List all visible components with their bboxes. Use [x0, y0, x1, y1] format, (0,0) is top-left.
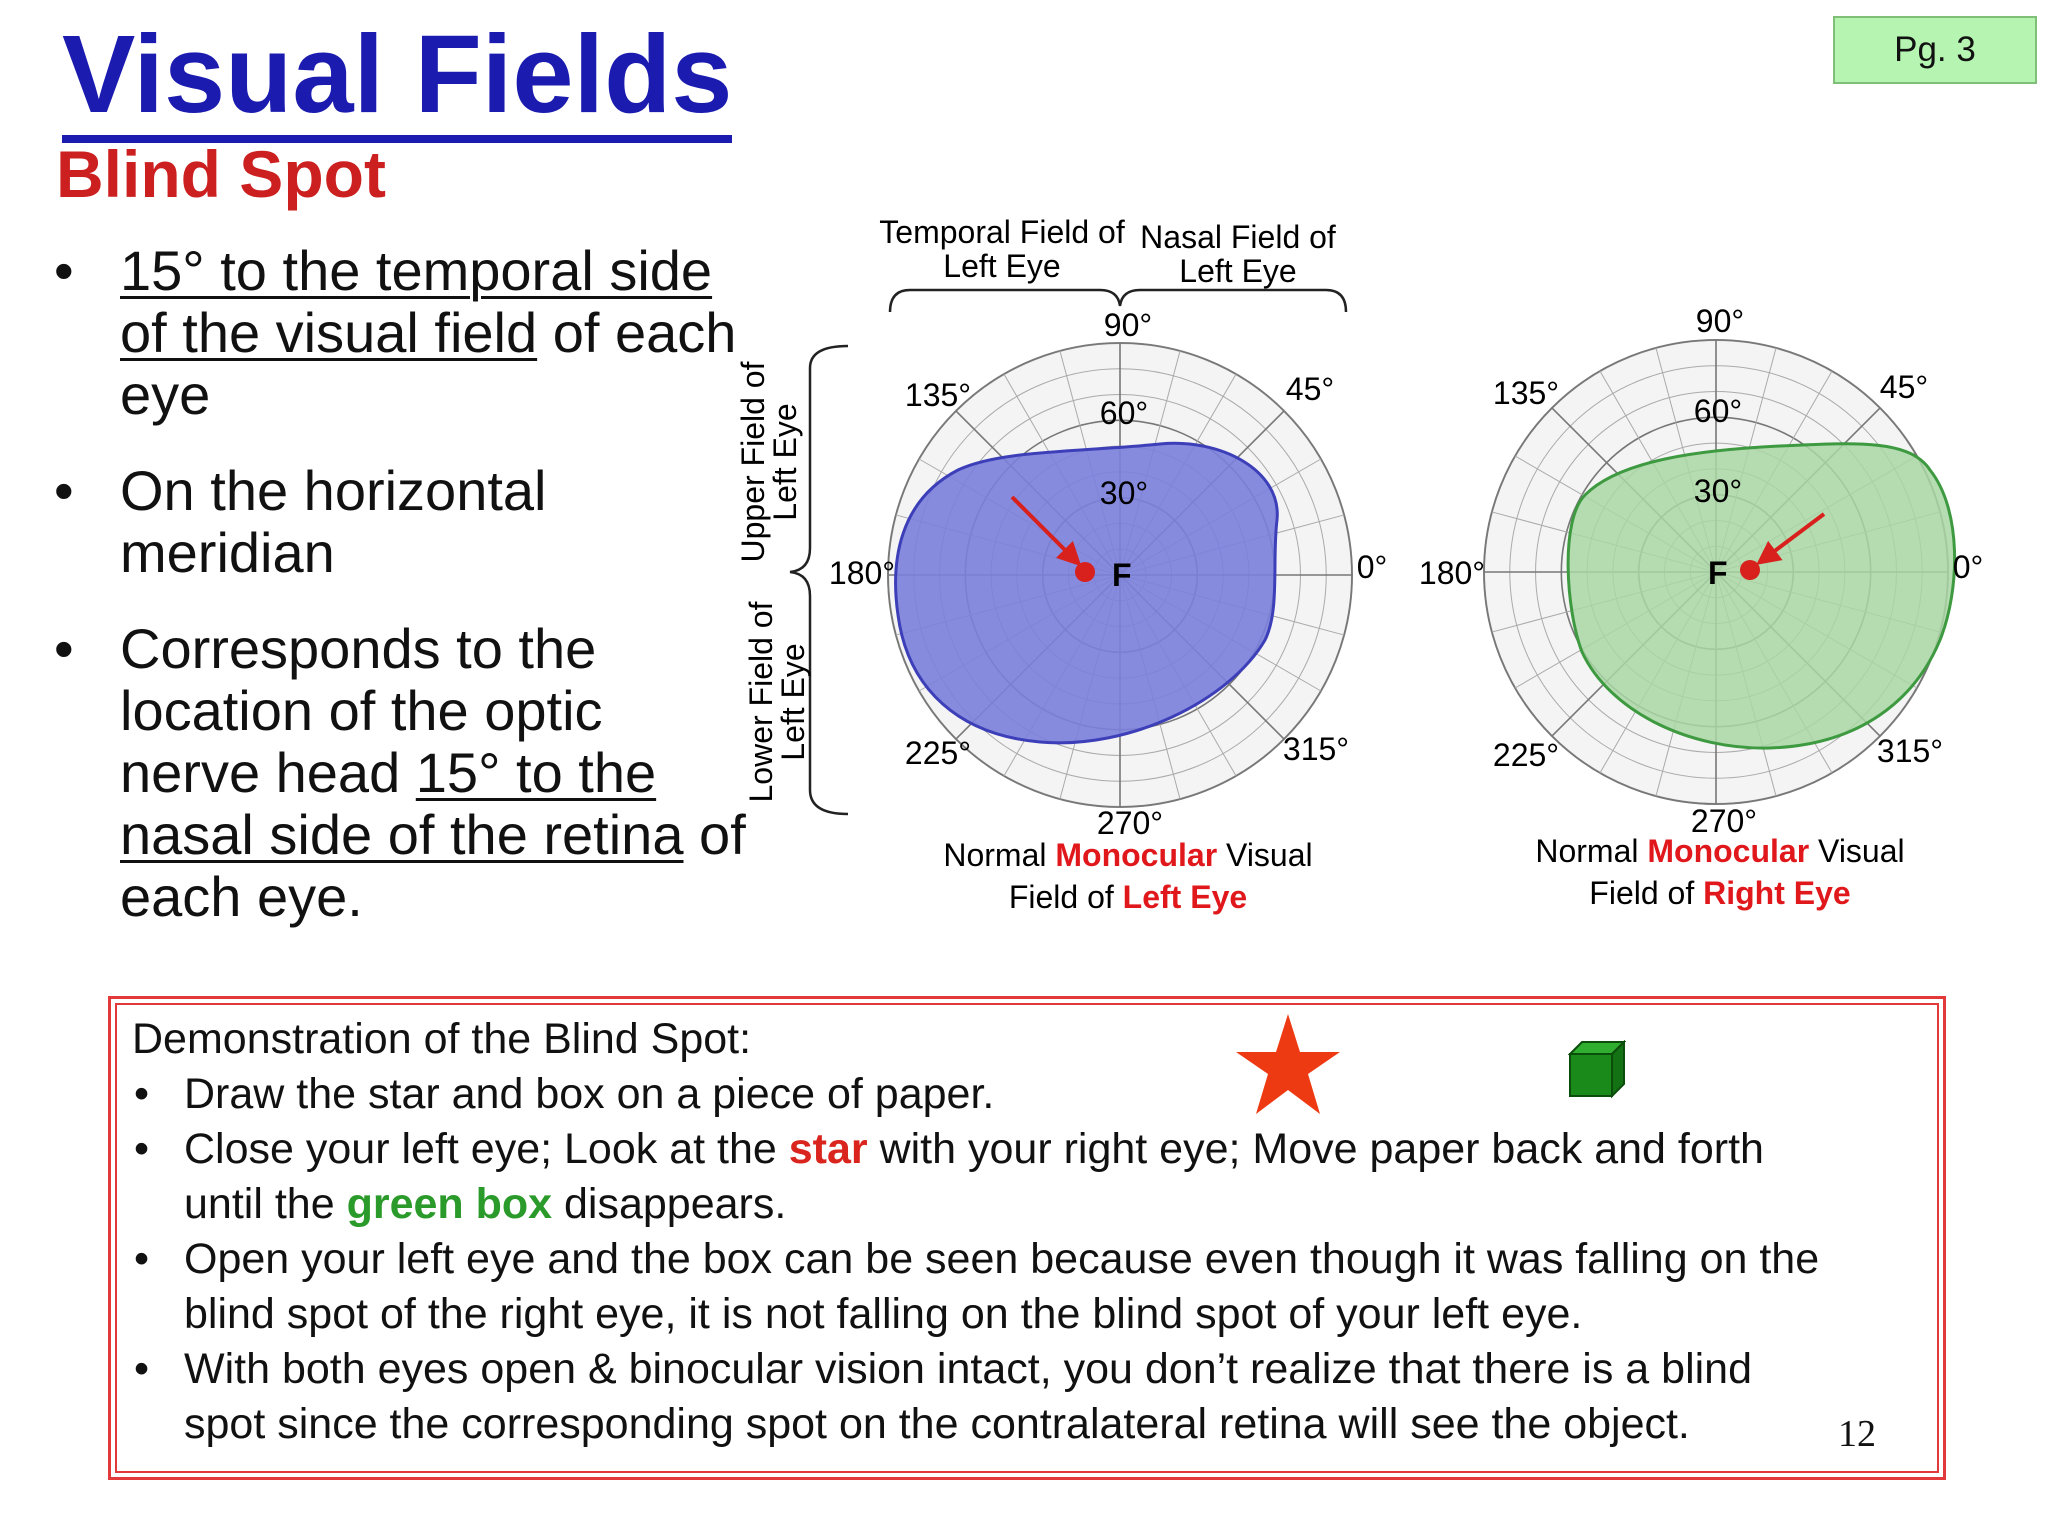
left-label-270: 270° [1096, 805, 1164, 841]
left-label-60: 60° [1099, 395, 1149, 431]
page-title: Visual Fields [62, 14, 732, 143]
right-label-90: 90° [1695, 303, 1745, 339]
right-fixation-label: F [1708, 555, 1728, 591]
demo-bullet-3-line-2: blind spot of the right eye, it is not falling on the blind spot of your left eye. [184, 1290, 1583, 1338]
right-blind-spot-dot [1740, 560, 1760, 580]
label-temporal-line-2: Left Eye [943, 248, 1061, 284]
left-label-45: 45° [1285, 371, 1335, 407]
bullet-1-text-b: eye [120, 363, 211, 426]
right-label-225: 225° [1492, 737, 1560, 773]
page-badge: Pg. 3 [1833, 16, 2037, 84]
demo-bullet-4-line-1: With both eyes open & binocular vision intact, you don’t realize that there is a blind [184, 1345, 1753, 1393]
right-label-0: 0° [1952, 549, 1984, 585]
right-label-315: 315° [1876, 733, 1944, 769]
green-box-icon [1568, 1040, 1628, 1100]
demo-keyword-green-box: green box [346, 1180, 553, 1228]
label-nasal-line-2: Left Eye [1179, 253, 1297, 289]
right-label-30: 30° [1693, 473, 1743, 509]
left-eye-chart [735, 214, 1387, 841]
left-caption-line-1: Normal Monocular Visual [943, 837, 1313, 873]
bullet-3-line-1: Corresponds to the [120, 617, 597, 680]
left-label-225: 225° [904, 735, 972, 771]
demo-bullet-2-text-a: Close your left eye; Look at the [184, 1125, 789, 1173]
bullet-1-underline-a: 15° to the temporal side [120, 239, 713, 302]
bullet-dot: • [54, 239, 74, 302]
label-upper-line-1: Upper Field of [735, 361, 771, 563]
right-caption-line-1: Normal Monocular Visual [1535, 833, 1905, 869]
demo-bullet-2 [132, 1122, 1932, 1232]
left-fixation-label: F [1112, 557, 1132, 593]
left-label-180: 180° [828, 555, 896, 591]
label-upper-line-2: Left Eye [767, 403, 803, 521]
demo-bullet-1-text: Draw the star and box on a piece of paper. [184, 1070, 995, 1118]
bullet-dot: • [134, 1235, 150, 1283]
bullet-dot: • [134, 1070, 150, 1118]
demo-bullet-4-line-2: spot since the corresponding spot on the contralateral retina will see the object. [184, 1400, 1690, 1448]
bullet-dot: • [54, 617, 74, 680]
bullet-2-line-2: meridian [120, 521, 335, 584]
right-label-135: 135° [1492, 375, 1560, 411]
bullet-3-underline-a: 15° to the [415, 741, 657, 804]
demo-content [132, 1012, 1932, 1452]
bullet-3-underline-b: nasal side of the retina [120, 803, 684, 866]
bullet-1-text-a: of each [537, 301, 737, 364]
demo-bullet-2-text-d: until the [184, 1180, 347, 1228]
label-lower-line-1: Lower Field of [743, 601, 779, 803]
bullet-1-underline-b: of the visual field [120, 301, 538, 364]
demo-bullet-1 [132, 1067, 1932, 1122]
label-lower-line-2: Left Eye [775, 643, 811, 761]
right-caption-line-2: Field of Right Eye [1589, 875, 1851, 911]
demo-heading: Demonstration of the Blind Spot: [132, 1015, 752, 1063]
left-label-315: 315° [1282, 731, 1350, 767]
bullet-3-text-b: of [683, 803, 746, 866]
star-icon [1230, 1010, 1360, 1120]
right-eye-field-area [1568, 444, 1955, 748]
left-blind-spot-dot [1075, 562, 1095, 582]
bullet-dot: • [134, 1125, 150, 1173]
left-label-135: 135° [904, 377, 972, 413]
right-label-270: 270° [1690, 803, 1758, 839]
bullet-3-line-2: location of the optic [120, 679, 603, 742]
left-caption-line-2: Field of Left Eye [1008, 879, 1248, 915]
right-label-60: 60° [1693, 393, 1743, 429]
page-subtitle: Blind Spot [56, 137, 386, 211]
demo-bullet-3 [132, 1232, 1932, 1342]
label-temporal-line-1: Temporal Field of [879, 214, 1125, 250]
demo-bullet-4 [132, 1342, 1932, 1452]
demo-bullet-2-text-c: with your right eye; Move paper back and forth [867, 1125, 1764, 1173]
bullet-2-line-1: On the horizontal [120, 459, 547, 522]
demo-bullet-2-text-f: disappears. [552, 1180, 787, 1228]
demo-bullet-3-line-1: Open your left eye and the box can be seen because even though it was falling on the [184, 1235, 1820, 1283]
bullet-dot: • [134, 1345, 150, 1393]
bullet-dot: • [54, 459, 74, 522]
label-nasal-line-1: Nasal Field of [1140, 219, 1336, 255]
right-label-180: 180° [1418, 555, 1486, 591]
slide-number: 12 [1838, 1413, 1876, 1455]
right-label-45: 45° [1879, 369, 1929, 405]
left-label-90: 90° [1103, 307, 1153, 343]
bullet-3-text-a: nerve head [120, 741, 416, 804]
bullet-3-line-5: each eye. [120, 865, 363, 928]
left-label-0: 0° [1356, 549, 1388, 585]
right-eye-chart [1419, 303, 1983, 839]
demo-keyword-star: star [788, 1125, 868, 1173]
left-label-30: 30° [1099, 475, 1149, 511]
